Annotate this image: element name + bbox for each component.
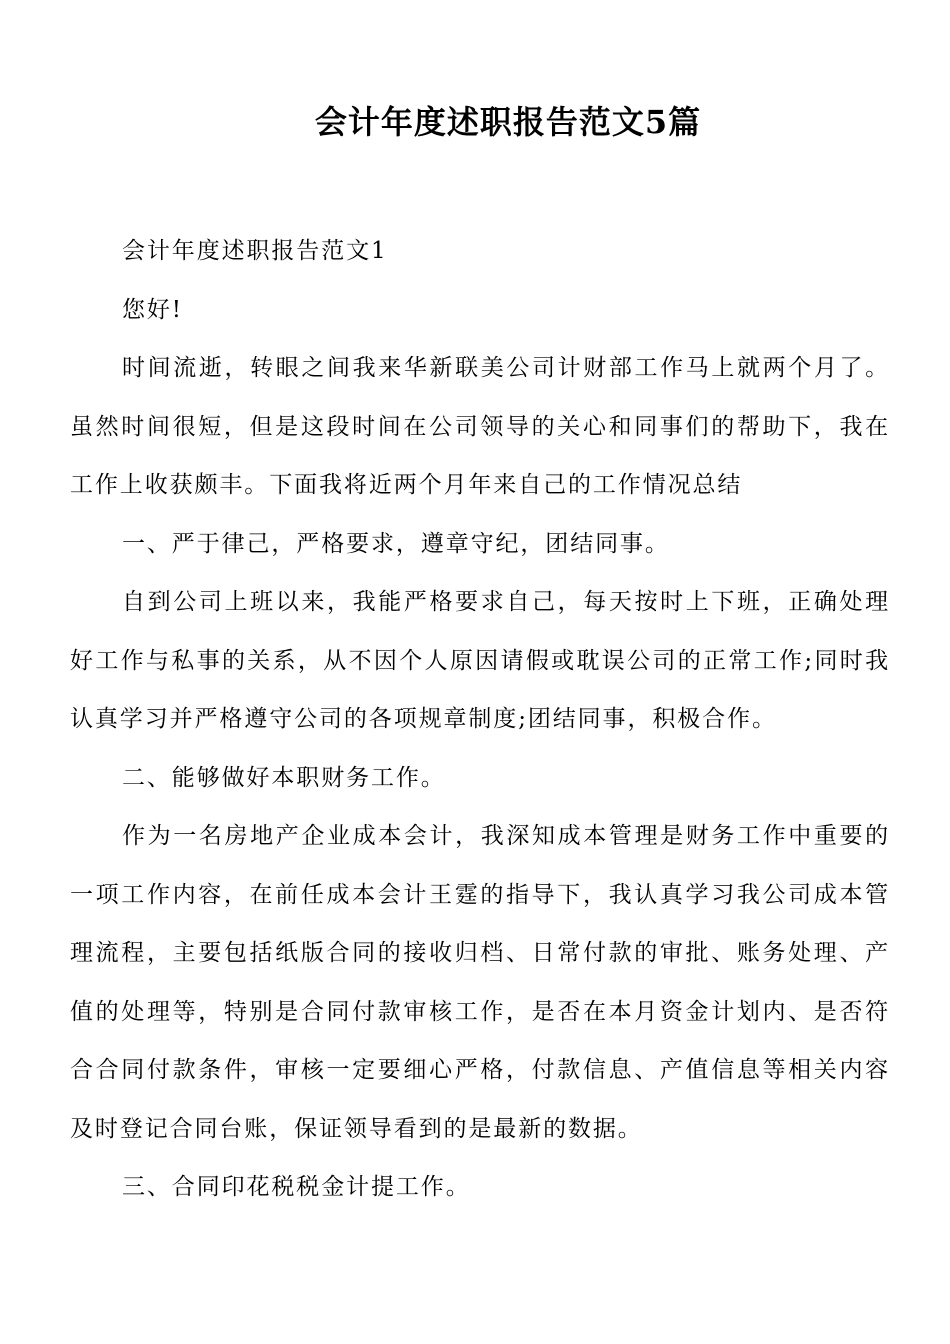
section-heading-stamp-tax: 三、合同印花税税金计提工作。 — [122, 1174, 471, 1200]
section-heading-discipline: 一、严于律己，严格要求，遵章守纪，团结同事。 — [122, 530, 670, 557]
greeting: 您好! — [122, 296, 183, 323]
finance-work-paragraph: 作为一名房地产企业成本会计，我深知成本管理是财务工作中重要的一项工作内容，在前任成本会计王霆的指导下，我认真学习我公司成本管理流程，主要包括纸版合同的接收归档、日常付款的审批、账务处理、产值的处理等，特别是合同付款审核工作，是否在本月资金计划内、是否符合合同付款条件，审核一定要细心严格，付款信息、产值信息等相关内容及时登记合同台账，保证领导看到的是最新的数据。 — [70, 823, 890, 1142]
document-title: 会计年度述职报告范文5篇 — [314, 103, 702, 141]
section-heading-finance-work: 二、能够做好本职财务工作。 — [122, 764, 446, 791]
document-body — [70, 222, 890, 1217]
section-heading-report-1: 会计年度述职报告范文1 — [122, 238, 388, 264]
discipline-paragraph: 自到公司上班以来，我能严格要求自己，每天按时上下班，正确处理好工作与私事的关系，从不因个人原因请假或耽误公司的正常工作;同时我认真学习并严格遵守公司的各项规章制度;团结同事，积极合作。 — [70, 589, 890, 732]
intro-paragraph: 时间流逝，转眼之间我来华新联美公司计财部工作马上就两个月了。虽然时间很短，但是这段时间在公司领导的关心和同事们的帮助下，我在工作上收获颇丰。下面我将近两个月年来自己的工作情况总结 — [70, 355, 890, 498]
